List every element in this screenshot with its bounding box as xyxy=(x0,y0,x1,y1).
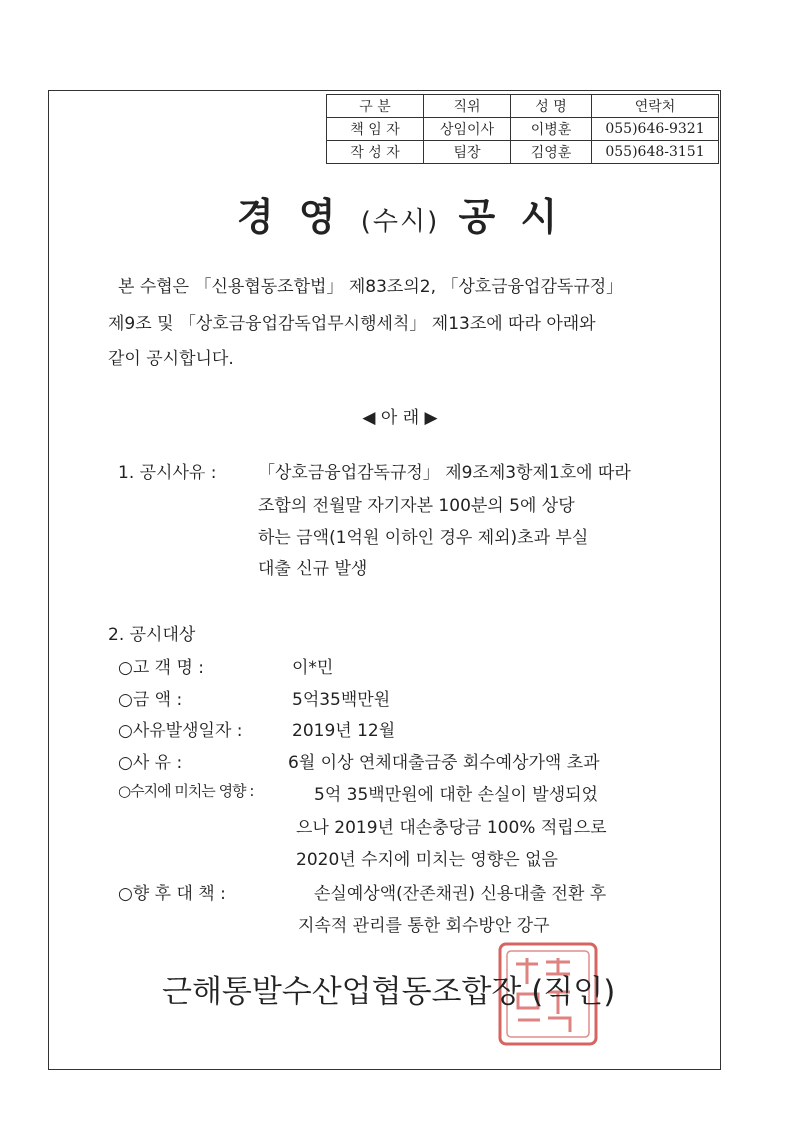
header-name: 성 명 xyxy=(511,95,592,118)
item-plan-line-2: 지속적 관리를 통한 회수방안 강구 xyxy=(298,916,550,936)
cell-category: 책 임 자 xyxy=(327,118,424,141)
intro-line-1: 본 수협은 「신용협동조합법」 제83조의2, 「상호금융업감독규정」 xyxy=(118,277,624,297)
cell-name: 이병훈 xyxy=(511,118,592,141)
cell-contact: 055)646-9321 xyxy=(592,118,719,141)
cell-name: 김영훈 xyxy=(511,141,592,164)
item-impact-line-3: 2020년 수지에 미치는 영향은 없음 xyxy=(296,850,558,870)
header-category: 구 분 xyxy=(327,95,424,118)
intro-line-2: 제9조 및 「상호금융업감독업무시행세칙」 제13조에 따라 아래와 xyxy=(108,314,596,334)
section2-heading: 2. 공시대상 xyxy=(108,625,196,645)
cell-category: 작 성 자 xyxy=(327,141,424,164)
item-amount-label: ○금 액 : xyxy=(118,690,183,710)
item-reason-label: ○사 유 : xyxy=(118,753,183,773)
item-impact-label: ○수지에 미치는 영향 : xyxy=(118,782,254,800)
below-marker: ◀ 아 래 ▶ xyxy=(362,408,438,428)
cell-position: 팀장 xyxy=(424,141,511,164)
cell-contact: 055)648-3151 xyxy=(592,141,719,164)
header-position: 직위 xyxy=(424,95,511,118)
table-row xyxy=(327,141,719,164)
header-contact: 연락처 xyxy=(592,95,719,118)
contact-table-header-row xyxy=(327,95,719,118)
page-title xyxy=(0,186,800,241)
item-reason-value: 6월 이상 연체대출금중 회수예상가액 초과 xyxy=(288,753,600,773)
organization-signature: 근해통발수산업협동조합장 (직인) xyxy=(162,974,616,1010)
item-impact-line-1: 5억 35백만원에 대한 손실이 발생되었 xyxy=(314,785,598,805)
section1-label: 1. 공시사유 : xyxy=(118,463,217,483)
title-sub: (수시) xyxy=(360,207,440,237)
title-main-left: 경 영 xyxy=(236,195,342,239)
section1-line-1: 「상호금융업감독규정」 제9조제3항제1호에 따라 xyxy=(258,463,631,483)
item-amount-value: 5억35백만원 xyxy=(292,690,391,710)
item-date-value: 2019년 12월 xyxy=(292,721,396,741)
item-plan-line-1: 손실예상액(잔존채권) 신용대출 전환 후 xyxy=(314,884,607,904)
item-plan-label: ○향 후 대 책 : xyxy=(118,884,226,904)
intro-line-3: 같이 공시합니다. xyxy=(108,349,234,369)
section1-line-2: 조합의 전월말 자기자본 100분의 5에 상당 xyxy=(258,496,575,516)
item-date-label: ○사유발생일자 : xyxy=(118,721,243,741)
title-main-right: 공 시 xyxy=(458,195,564,239)
table-row xyxy=(327,118,719,141)
section1-line-3: 하는 금액(1억원 이하인 경우 제외)초과 부실 xyxy=(258,528,589,548)
item-customer-value: 이*민 xyxy=(292,658,334,678)
contact-table xyxy=(326,94,719,164)
section1-line-4: 대출 신규 발생 xyxy=(258,559,368,579)
item-customer-label: ○고 객 명 : xyxy=(118,658,205,678)
cell-position: 상임이사 xyxy=(424,118,511,141)
item-impact-line-2: 으나 2019년 대손충당금 100% 적립으로 xyxy=(296,818,607,838)
